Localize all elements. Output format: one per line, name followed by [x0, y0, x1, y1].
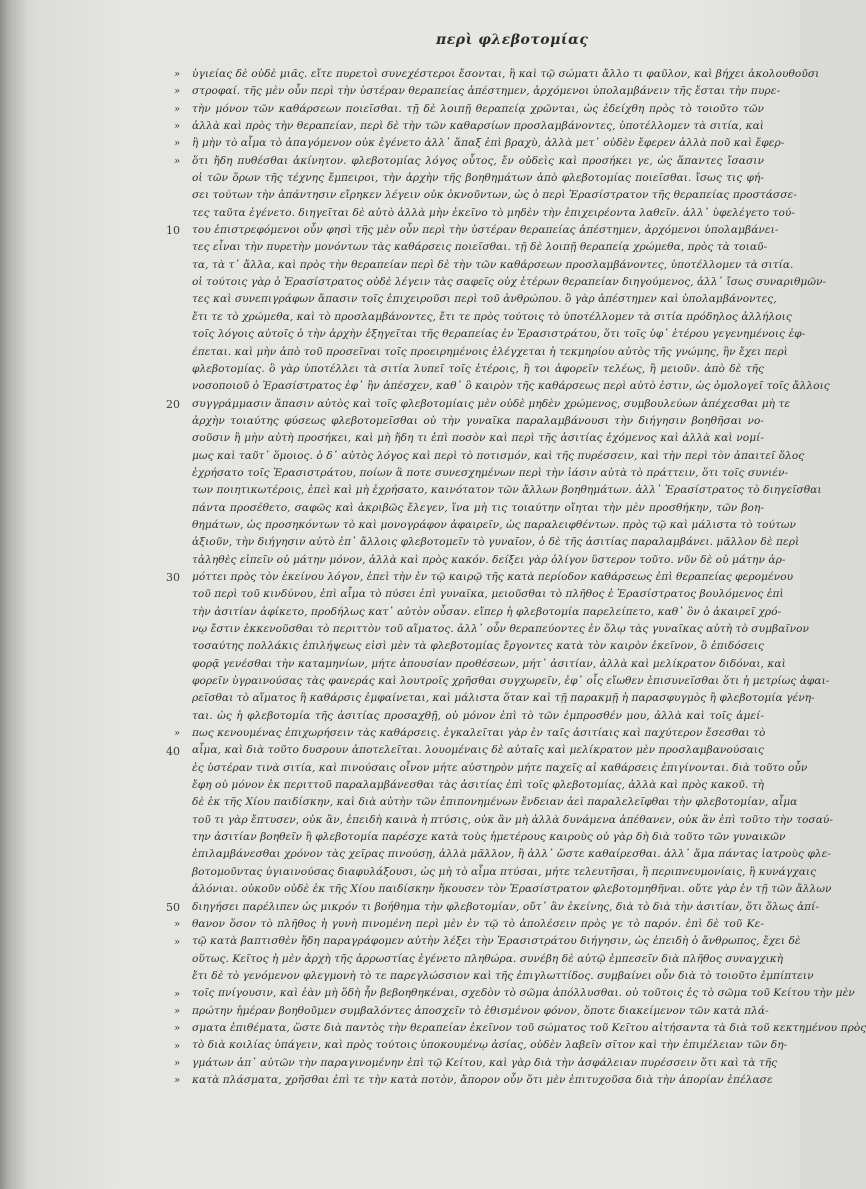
text-line: οἱ τούτοις γὰρ ὁ Ἐρασίστρατος οὐδὲ λέγειν τὰς σαφεῖς οὐχ ἑτέρων θεραπείαν διηγούμενος, ἀλλ᾽ ἴσως συναριθμῶν-	[192, 276, 827, 289]
text-line: τες ταῦτα ἐγένετο. διηγεῖται δὲ αὐτὸ ἀλλὰ μὴν ἐκεῖνο τὸ μηδὲν τὴν ἐπιχειρέοντα λαθεῖν. ἀλλ᾽ ὑφελέγετο τού-	[192, 206, 796, 219]
text-line: ται. ὡς ἡ φλεβοτομία τῆς ἀσιτίας προσαχθῇ, οὐ μόνον ἐπὶ τὸ τῶν ἐμπροσθέν μου, ἀλλὰ καὶ τοῖς ἀμεί-	[192, 709, 764, 722]
margin-quote-mark: »	[174, 1005, 181, 1017]
margin-quote-mark: »	[174, 138, 181, 150]
margin-line-number: 10	[166, 224, 180, 238]
text-line: την ἀσιτίαν βοηθεῖν ἢ φλεβοτομία παρέσχε κατὰ τοὺς ἡμετέρους καιροὺς οὐ γὰρ δὴ διὰ τοῦτο τῶν γυναικῶν	[192, 831, 786, 844]
text-line: μόττει πρὸς τὸν ἐκείνου λόγον, ἐπεὶ τὴν ἐν τῷ καιρῷ τῆς κατὰ περίοδον καθάρσεως ἐπὶ θεραπείας φερομένου	[192, 570, 794, 583]
text-line: έπεται. καὶ μὴν ἀπὸ τοῦ προσεῖναι τοῖς προειρημένοις ἐλέγχεται ἡ τεκμηρίου αὐτὸς τῆς γνώμης, ἣν ἔχει περὶ	[192, 345, 788, 358]
text-line: σοῦσιν ἢ μὴν αὐτὴ προσήκει, καὶ μὴ ἤδη τι ἐπὶ ποσὸν καὶ περὶ τῆς ἀσιτίας ἐχόμενος καὶ ἀλλὰ καὶ νομί-	[192, 432, 764, 445]
text-line: μως καὶ ταῦτ᾽ ὅμοιος. ὁ δ᾽ αὐτὸς λόγος καὶ περὶ τὸ ποτισμόν, καὶ τῆς πυρέσσειν, καὶ τὴν περὶ τὸν ἀπαιτεῖ ὅλος	[192, 449, 805, 462]
margin-line-number: 50	[166, 900, 180, 914]
text-line: ἔτι δὲ τὸ γενόμενον φλεγμονὴ τὸ τε παρεγλώσσιον καὶ τῆς ἐπιγλωττίδος. συμβαίνει οὖν διὰ τὸ τοιοῦτο ἐμπίπτειν	[192, 969, 814, 982]
text-line: ἐς ὑστέραν τινὰ σιτία, καὶ πινούσαις οἶνον μήτε αὐστηρὸν μήτε παχεῖς αἱ καθάρσεις ἐπιγίνονται. διὰ τοῦτο οὖν	[192, 761, 808, 774]
text-line: φλεβοτομίας. ὃ γὰρ ὑποτέλλει τὰ σιτία λυπεῖ τοῖς ἑτέροις, ἢ τοι ἀφορεῖν τελέως, ἢ μειοῦν. ἀπὸ δὲ τῆς	[192, 362, 764, 375]
margin-quote-mark: »	[174, 1075, 181, 1087]
margin-line-number: 20	[166, 397, 180, 411]
text-line: τῷ κατὰ βαπτισθὲν ἤδη παραγράφομεν αὐτὴν λέξει τὴν Ἐρασιστράτου διήγησιν, ὡς ἐπειδὴ ὁ ἄνθρωπος, ἔχει δὲ	[192, 935, 801, 948]
text-line: φορεῖν ὑγραινούσας τὰς φανεράς καὶ λουτροῖς χρῆσθαι συγχωρεῖν, ἐφ᾽ οἷς εἴωθεν ἐπισυνεῖσθαι ὅτι ἡ μετρίως ἀφαι-	[192, 675, 830, 688]
text-line: ἀλλὰ καὶ πρὸς τὴν θεραπείαν, περὶ δὲ τὴν τῶν καθαρσίων προσλαμβάνοντες, ὑποτέλλομεν τὰ σιτία, καὶ	[192, 120, 764, 133]
text-line: νῳ ἔστιν ἐκκενοῦσθαι τὸ περιττὸν τοῦ αἵματος. ἀλλ᾽ οὖν θεραπεύοντες ἐν ὅλῳ τὰς γυναῖκας αὐτὴ τὸ συμβαῖνον	[192, 623, 809, 635]
text-line: ἀλόνιαι. οὐκοῦν οὐδὲ ἐκ τῆς Χίου παιδίσκην ἤκουσεν τὸν Ἐρασίστρατον φλεβοτομηθῆναι. οὔτε γὰρ ἐν τῇ τῶν ἄλλων	[192, 883, 832, 896]
text-line: τες εἶναι τὴν πυρετὴν μονόντων τὰς καθάρσεις ποιεῖσθαι. τῇ δὲ λοιπῇ θεραπείᾳ χρώμεθα, πρὸς τὰ τοιαῦ-	[192, 241, 768, 254]
margin-quote-mark: »	[174, 69, 181, 80]
margin-line-number: 40	[166, 744, 180, 758]
text-line: ἐχρήσατο τοῖς Ἐρασιστράτου, ποίων ἃ ποτε συνεσχημένων περὶ τὴν ἰάσιν αὐτὰ τὸ πράττειν, ὅτι τοῖς συνιέν-	[192, 466, 789, 479]
text-line: τὸ διὰ κοιλίας ὑπάγειν, καὶ πρὸς τούτοις ὑποκουμένῳ ἀσίας, οὐδὲν λαβεῖν σῖτον καὶ τὴν ἐπιμέλειαν τῶν δη-	[192, 1039, 788, 1052]
text-line: ἔτι τε τὸ χρώμεθα, καὶ τὸ προσλαμβάνοντες, ἔτι τε πρὸς τούτοις τὸ ὑποτέλλομεν τὰ σιτία πρόδηλος ἀλλήλοις	[192, 310, 792, 323]
text-block	[192, 66, 866, 1089]
margin-quote-mark: »	[174, 121, 181, 133]
text-line: θημάτων, ὡς προσηκόντων τὸ καὶ μονογράφον ἀφαιρεῖν, ὡς παραλειφθέντων. πρὸς τῷ καὶ μάλιστα τὸ τούτων	[192, 518, 797, 531]
gutter-shadow	[0, 0, 28, 1189]
margin-quote-mark: »	[174, 936, 181, 948]
text-line: τες καὶ συνεπιγράφων ἅπασιν τοῖς ἐπιχειροῦσι περὶ τοῦ ἀνθρώπου. ὃ γὰρ ἀπέστημεν καὶ ὑπολαμβάνοντες,	[192, 293, 777, 306]
text-line: ἔφη οὐ μόνον ἐκ περιττοῦ παραλαμβάνεσθαι τὰς ἀσιτίας ἐπὶ τοῖς φλεβοτομίας, ἀλλὰ καὶ πρὸς κακοῦ. τὴ	[192, 779, 764, 792]
text-line: σει τούτων τὴν ἀπάντησιν εἴρηκεν λέγειν οὐκ ὀκνοῦντων, ὡς ὁ περὶ Ἐρασίστρατον τῆς θεραπείας προστάσσε-	[192, 189, 797, 202]
margin-quote-mark: »	[174, 1057, 181, 1069]
text-line: ἀξιοῦν, τὴν διήγησιν αὐτὸ ἐπ᾽ ἄλλοις φλεβοτομεῖν τὸ γυναῖον, ὁ δὲ τῆς ἀσιτίας παραλαμβάνει. μᾶλλον δὲ περὶ	[192, 536, 800, 549]
text-line: τα, τὰ τ᾽ ἄλλα, καὶ πρὸς τὴν θεραπείαν περὶ δὲ τὴν τῶν καθάρσεων προσλαμβάνοντες, ὑποτέλλομεν τὰ σιτία.	[192, 258, 794, 271]
text-line: αἷμα, καὶ διὰ τοῦτο δυσρουν ἀποτελεῖται. λουομέναις δὲ αὐταῖς καὶ μελίκρατον μὲν προσλαμβανούσαις	[192, 744, 764, 757]
margin-quote-mark: »	[174, 919, 181, 931]
margin-quote-mark: »	[174, 86, 181, 98]
text-line: ὅτι ἤδη πυθέσθαι ἀκίνητον. φλεβοτομίας λόγος οὗτος, ἔν οὐδεὶς καὶ προσήκει γε, ὡς ἅπαντες ἴσασιν	[192, 154, 764, 167]
text-line: νοσοποιοῦ ὁ Ἐρασίστρατος ἐφ᾽ ἣν ἀπέσχεν, καθ᾽ ὃ καιρὸν τῆς καθάρσεως περὶ αὐτὸ ἐστιν, ὡς ὁμολογεῖ τοῖς ἄλλοις	[192, 380, 830, 393]
margin-quote-mark: »	[174, 1040, 181, 1052]
text-line: φορᾷ γενέσθαι τὴν καταμηνίων, μήτε ἀπουσίαν προθέσεων, μήτ᾽ ἀσιτίαν, ἀλλὰ καὶ μελίκρατον διδόναι, καὶ	[192, 657, 786, 670]
text-line: τοῖς λόγοις αὐτοῖς ὁ τὴν ἀρχὴν ἐξηγεῖται τῆς θεραπείας ἐν Ἐρασιστράτου, ὅτι τοῖς ὑφ᾽ ἑτέρου γεγενημένοις ἐφ-	[192, 328, 806, 341]
text-line: ἀρχὴν τοιαύτης φύσεως φλεβοτομεῖσθαι οὐ τὴν γυναῖκα παραλαμβάνουσι τὴν διήγησιν βοηθῆσαι νο-	[192, 414, 764, 427]
text-line: τἀληθὲς εἰπεῖν οὐ μάτην μόνον, ἀλλὰ καὶ πρὸς κακόν. δείξει γὰρ ὀλίγον ὕστερον τοῦτο. νῦν δὲ οὐ μάτην ἀρ-	[192, 553, 786, 566]
text-line: τοῦ περὶ τοῦ κινδύνου, ἐπὶ αἷμα τὸ πύσει ἐπὶ γυναῖκα, μειοῦσθαι τὸ πλῆθος ἐ Ἐρασίστρατος βουλόμενος ἐπὶ	[192, 588, 784, 601]
text-line: ρεῖσθαι τὸ αἵματος ἢ καθάρσις ἐμφαίνεται, καὶ μάλιστα ὅταν καὶ τῇ παρακμῇ ἡ παρασφυγμὸς ἢ φλεβοτομία γένη-	[192, 692, 815, 705]
running-head: περὶ φλεβοτομίας	[436, 32, 589, 48]
margin-quote-mark: »	[174, 1023, 181, 1035]
text-line: θανον ὅσον τὸ πλῆθος ἡ γυνὴ πινομένη περὶ μὲν ἐν τῷ τὸ ἀπολέσειν πρὸς γε τὸ παρόν. ἐπὶ δὲ τοῦ Κε-	[192, 917, 764, 930]
margin-quote-mark: »	[174, 728, 181, 740]
margin-quote-mark: »	[174, 988, 181, 1000]
text-line: σματα ἐπιθέματα, ὥστε διὰ παντὸς τὴν θεραπείαν ἐκεῖνον τοῦ σώματος τοῦ Κεῖτου αἰτήσαντα τὰ διὰ τοῦ κεκτημένου πρὸς	[192, 1021, 866, 1034]
text-line: στροφαί. τῆς μὲν οὖν περὶ τὴν ὑστέραν θεραπείας ἀπέστημεν, ἀρχόμενοι ὑπολαμβάνειν τῆς ἔσται τὴν πυρε-	[192, 85, 781, 98]
text-line: τὴν ἀσιτίαν ἀφίκετο, προδήλως κατ᾽ αὐτὸν οὖσαν. εἴπερ ἡ φλεβοτομία παρελείπετο, καθ᾽ ὃν ὁ ἀκαιρεῖ χρό-	[192, 605, 782, 618]
text-line: τοσαύτης πολλάκις ἐπιλήψεως εἰσὶ μὲν τὰ φλεβοτομίας ἔργοντες κατὰ τὸν καιρὸν ἐκεῖνον, ὃ ἐπιδόσεις	[192, 640, 764, 653]
text-line: τοῦ τι γὰρ ἔπτυσεν, οὐκ ἂν, ἐπειδὴ καινὰ ἡ πτύσις, οὐκ ἂν μὴ ἀλλὰ δυνάμενα ἀπέθανεν, οὐκ ἂν ἐπὶ τοῦτο τὴν τοσαύ-	[192, 813, 834, 826]
margin-quote-mark: »	[174, 155, 181, 167]
text-line: τοῖς πνίγουσιν, καὶ ἐὰν μὴ ὅδὴ ἦν βεβοηθηκέναι, σχεδὸν τὸ σῶμα ἀπόλλυσθαι. οὐ τοῦτοις ἐς τὸ σῶμα τοῦ Κείτου τὴν μὲν	[192, 987, 855, 1000]
text-line: συγγράμμασιν ἅπασιν αὐτὸς καὶ τοῖς φλεβοτομίαις μὲν οὐδὲ μηδὲν χρώμενος, συμβουλεύων ἀπέχεσθαι μὴ τε	[192, 397, 791, 410]
text-line: οὕτως. Κεῖτος ἡ μὲν ἀρχὴ τῆς ἀρρωστίας ἐγένετο πληθώρα. συνέβη δὲ αὐτῷ ἐμπεσεῖν διὰ πλῆθος συναγχικὴ	[192, 952, 784, 965]
text-line: πάντα προσέθετο, σαφῶς καὶ ἀκριβῶς ἔλεγεν, ἵνα μὴ τις τοιαύτην οἴηται τὴν μὲν προσθήκην, τῶν βοη-	[192, 501, 764, 514]
text-line: πως κενουμένας ἐπιχωρήσειν τὰς καθάρσεις. ἐγκαλεῖται γὰρ ἐν ταῖς ἀσιτίαις καὶ παχύτερον ἔσεσθαι τὸ	[192, 727, 766, 740]
text-line: του ἐπιστρεφόμενοι οὖν φησὶ τῆς μὲν οὖν περὶ τὴν ὑστέραν θεραπείας ἀπέστημεν, ἀρχόμενοι ὑπολαμβάνει-	[192, 224, 779, 237]
text-line: ἐπιλαμβάνεσθαι χρόνον τὰς χεῖρας πινούσῃ, ἀλλὰ μᾶλλον, ἢ ἀλλ᾽ ὥστε καθαίρεσθαι. ἀλλ᾽ ἅμα πάντας ἰατροὺς φλε-	[192, 848, 832, 861]
text-line: διηγήσει παρέλιπεν ὡς μικρόν τι βοήθημα τὴν φλεβοτομίαν, οὔτ᾽ ἂν ἐκείνης, διὰ τὸ διὰ τὴν ἀσιτίαν, ὅτι ὅλως ἀπί-	[192, 900, 820, 913]
text-line: πρώτην ἡμέραν βοηθοῦμεν συμβαλόντες ἀποσχεῖν τὸ ἐθισμένον φόνον, ὅποτε διακείμενον τῶν κατὰ πλά-	[192, 1004, 769, 1017]
text-line: ἢ μὴν τὸ αἷμα τὸ ἀπαγόμενον οὐκ ἐγένετο ἀλλ᾽ ἅπαξ ἐπὶ βραχὺ, ἀλλὰ μετ᾽ οὐδὲν ἔφερεν ἀλλὰ ποῦ καὶ ἔφερ-	[192, 137, 785, 150]
text-line: γμάτων ἀπ᾽ αὐτῶν τὴν παραγινομένην ἐπὶ τῷ Κείτου, καὶ γὰρ διὰ τὴν ἀσφάλειαν πυρέσσειν ὅτι καὶ τὰ τῆς	[192, 1056, 778, 1069]
text-line: κατὰ πλάσματα, χρῆσθαι ἐπὶ τε τὴν κατὰ ποτὸν, ἄπορον οὖν ὅτι μὲν ἐπιτυχοῦσα διὰ τὴν ἀπορίαν ἐπέλασε	[192, 1073, 773, 1086]
margin-line-number: 30	[166, 571, 180, 585]
text-line: οἱ τῶν ὅρων τῆς τέχνης ἔμπειροι, τὴν ἀρχὴν τῆς βοηθημάτων ἀπὸ φλεβοτομίας ποιεῖσθαι. ἴσως τις φή-	[192, 172, 764, 185]
text-line: βοτομοῦντας ὑγιαινούσας διαφυλάξουσι, ὡς μὴ τὸ αἷμα πτύσαι, μήτε τελευτῆσαι, ἢ περιπνευμονίαις, ἢ κυνάγχαις	[192, 865, 817, 878]
margin-quote-mark: »	[174, 103, 181, 115]
text-line: ὑγιείας δὲ οὐδὲ μιᾶς. εἴτε πυρετοὶ συνεχέστεροι ἔσονται, ἢ καὶ τῷ σώματι ἄλλο τι φαῦλον, καὶ βήχει ἀκολουθοῦσι	[192, 68, 820, 80]
text-line: δὲ ἐκ τῆς Χίου παιδίσκην, καὶ διὰ αὐτὴν τῶν ἐπιπονημένων ἔνδειαν ἀεὶ παραλελεῖφθαι τὴν φλεβοτομίαν, αἷμα	[192, 796, 798, 809]
text-line: τὴν μόνον τῶν καθάρσεων ποιεῖσθαι. τῇ δὲ λοιπῇ θεραπείᾳ χρῶνται, ὡς ἐδείχθη πρὸς τὸ τοιοῦτο τῶν	[192, 102, 764, 115]
text-line: των ποιητικωτέροις, ἐπεὶ καὶ μὴ ἐχρήσατο, καινότατον τῶν ἄλλων βοηθημάτων. ἀλλ᾽ Ἐρασίστρατος τὸ διηγεῖσθαι	[192, 484, 822, 497]
